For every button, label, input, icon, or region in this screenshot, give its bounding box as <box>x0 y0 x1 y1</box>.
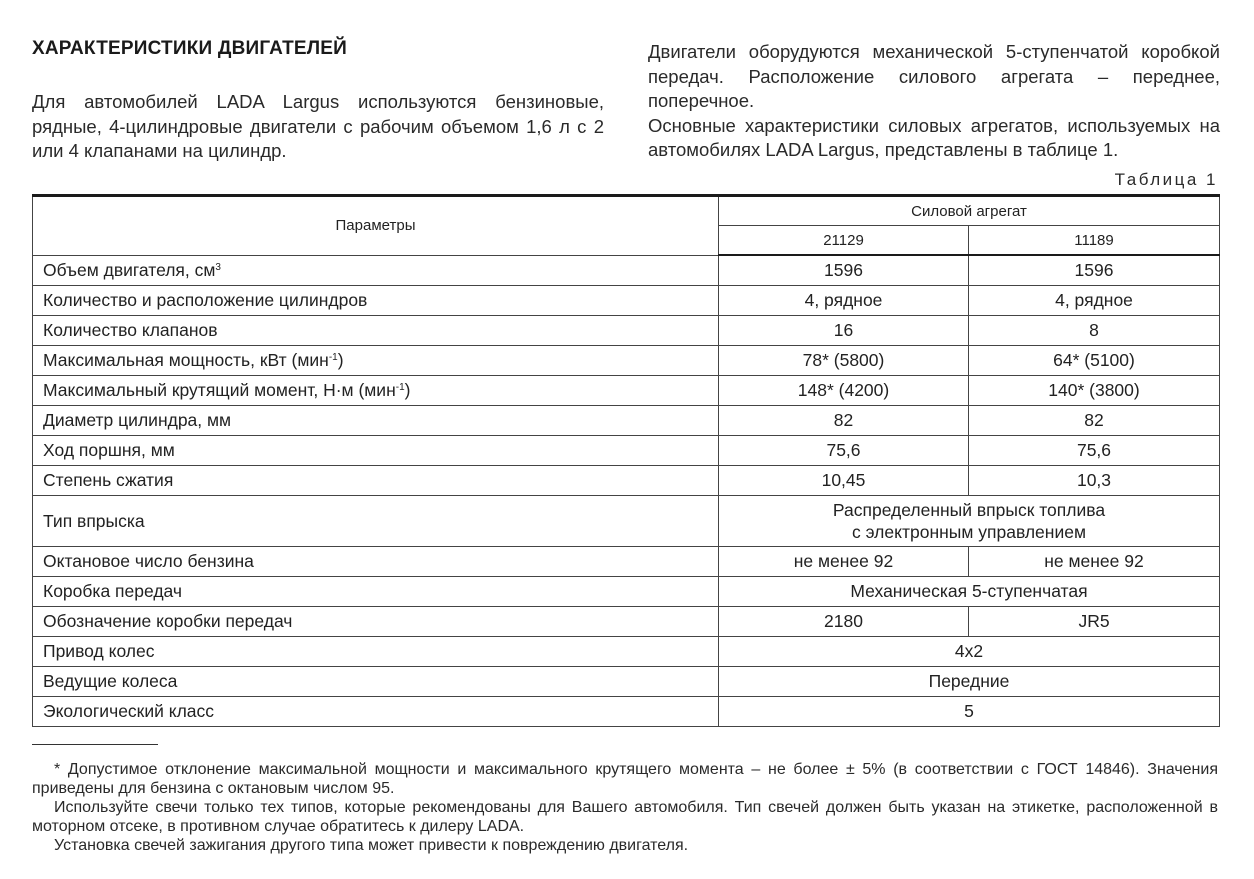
table-row <box>33 667 1220 697</box>
value-cell-engine-2: 4, рядное <box>969 286 1220 316</box>
value-cell-merged <box>719 697 1220 727</box>
param-cell <box>33 286 719 316</box>
param-suffix: ) <box>404 380 411 400</box>
engine-spec-table <box>32 194 1220 727</box>
footnote-warning: Установка свечей зажигания другого типа может привести к повреждению двигателя. <box>54 837 689 854</box>
value-cell-engine-1: 4, рядное <box>719 286 969 316</box>
value-cell-engine-1: не менее 92 <box>719 547 969 577</box>
param-label: Максимальная мощность, кВт (мин <box>43 350 329 370</box>
table-body <box>33 255 1220 727</box>
value-cell-engine-2: 64* (5100) <box>969 346 1220 376</box>
param-superscript: -1 <box>395 382 405 393</box>
value-cell-engine-1: 16 <box>719 316 969 346</box>
param-label: Ведущие колеса <box>43 671 178 691</box>
table-row <box>33 255 1220 286</box>
param-label: Объем двигателя, см <box>43 259 216 280</box>
table-row <box>33 637 1220 667</box>
param-label: Диаметр цилиндра, мм <box>43 410 232 430</box>
value-line: 4x2 <box>954 641 984 661</box>
value-cell-engine-2: 82 <box>969 406 1220 436</box>
header-params: Параметры <box>33 196 719 256</box>
value-cell-engine-1: 1596 <box>719 255 969 286</box>
header-power-unit: Силовой агрегат <box>719 196 1220 226</box>
table-row <box>33 286 1220 316</box>
value-cell-engine-2: 75,6 <box>969 436 1220 466</box>
value-cell-engine-2: 10,3 <box>969 466 1220 496</box>
table-row <box>33 577 1220 607</box>
value-line: 5 <box>964 701 974 721</box>
value-line: Механическая 5-ступенчатая <box>850 581 1088 601</box>
value-cell-engine-2: не менее 92 <box>969 547 1220 577</box>
param-label: Экологический класс <box>43 701 215 721</box>
header-engine-2: 11189 <box>969 226 1220 256</box>
table-row <box>33 346 1220 376</box>
value-cell-engine-2: 140* (3800) <box>969 376 1220 406</box>
table-row <box>33 697 1220 727</box>
param-cell <box>33 697 719 727</box>
value-cell-merged <box>719 637 1220 667</box>
param-label: Степень сжатия <box>43 470 174 490</box>
intro-left-paragraph: Для автомобилей LADA Largus используются бензиновые, рядные, 4-цилиндровые двигатели с рабочим объемом 1,6 л с 2 или 4 клапанами на цилиндр. <box>32 91 604 161</box>
param-cell <box>33 255 719 286</box>
value-cell-engine-1: 2180 <box>719 607 969 637</box>
value-cell-engine-1: 82 <box>719 406 969 436</box>
param-label: Коробка передач <box>43 581 183 601</box>
param-cell <box>33 547 719 577</box>
value-cell-engine-2: 1596 <box>969 255 1220 286</box>
header-engine-1: 21129 <box>719 226 969 256</box>
param-label: Привод колес <box>43 641 155 661</box>
param-cell <box>33 667 719 697</box>
footnotes <box>32 760 1218 855</box>
value-cell-merged <box>719 667 1220 697</box>
param-label: Тип впрыска <box>43 511 145 531</box>
table-row <box>33 466 1220 496</box>
param-label: Максимальный крутящий момент, Н·м (мин <box>43 380 396 400</box>
value-line: с электронным управлением <box>852 522 1086 542</box>
table-row <box>33 406 1220 436</box>
value-cell-engine-1: 10,45 <box>719 466 969 496</box>
table-row <box>33 436 1220 466</box>
table-row <box>33 376 1220 406</box>
value-cell-engine-1: 148* (4200) <box>719 376 969 406</box>
table-row <box>33 607 1220 637</box>
table-caption: Таблица 1 <box>1114 170 1218 189</box>
footnote-spark-plugs: Используйте свечи только тех типов, которые рекомендованы для Вашего автомобиля. Тип свечей должен быть указан на этикетке, расположенной в моторном отсеке, в противном случае обратитесь к дилеру LADA. <box>32 799 1218 835</box>
section-heading: ХАРАКТЕРИСТИКИ ДВИГАТЕЛЕЙ <box>32 38 348 59</box>
param-label: Ход поршня, мм <box>43 440 175 460</box>
param-label: Октановое число бензина <box>43 551 254 571</box>
param-cell <box>33 496 719 547</box>
value-cell-merged <box>719 496 1220 547</box>
param-cell <box>33 346 719 376</box>
param-cell <box>33 577 719 607</box>
intro-right-paragraph-1: Двигатели оборудуются механической 5-ступенчатой коробкой передач. Расположение силового агрегата – переднее, поперечное. <box>648 41 1220 111</box>
value-line: Распределенный впрыск топлива <box>832 500 1106 520</box>
param-cell <box>33 376 719 406</box>
param-cell <box>33 436 719 466</box>
param-superscript: 3 <box>215 261 221 273</box>
param-suffix: ) <box>337 350 344 370</box>
value-cell-engine-1: 75,6 <box>719 436 969 466</box>
param-label: Обозначение коробки передач <box>43 611 293 631</box>
param-cell <box>33 316 719 346</box>
param-cell <box>33 466 719 496</box>
table-row <box>33 496 1220 547</box>
intro-right-column <box>648 40 1220 163</box>
value-cell-engine-2: 8 <box>969 316 1220 346</box>
footnote-divider <box>32 744 158 745</box>
table-row <box>33 316 1220 346</box>
intro-right-paragraph-2: Основные характеристики силовых агрегатов, используемых на автомобилях LADA Largus, представлены в таблице 1. <box>648 114 1220 160</box>
table-row <box>33 547 1220 577</box>
param-superscript: -1 <box>328 352 338 363</box>
param-cell <box>33 607 719 637</box>
footnote-tolerance: * Допустимое отклонение максимальной мощности и максимального крутящего момента – не более ± 5% (в соответствии с ГОСТ 14846). Значения приведены для бензина с октановым числом 95. <box>32 761 1218 797</box>
param-cell <box>33 406 719 436</box>
param-label: Количество клапанов <box>43 320 218 340</box>
value-cell-engine-2: JR5 <box>969 607 1220 637</box>
value-cell-engine-1: 78* (5800) <box>719 346 969 376</box>
value-line: Передние <box>928 671 1010 691</box>
param-cell <box>33 637 719 667</box>
value-cell-merged <box>719 577 1220 607</box>
param-label: Количество и расположение цилиндров <box>43 290 368 310</box>
